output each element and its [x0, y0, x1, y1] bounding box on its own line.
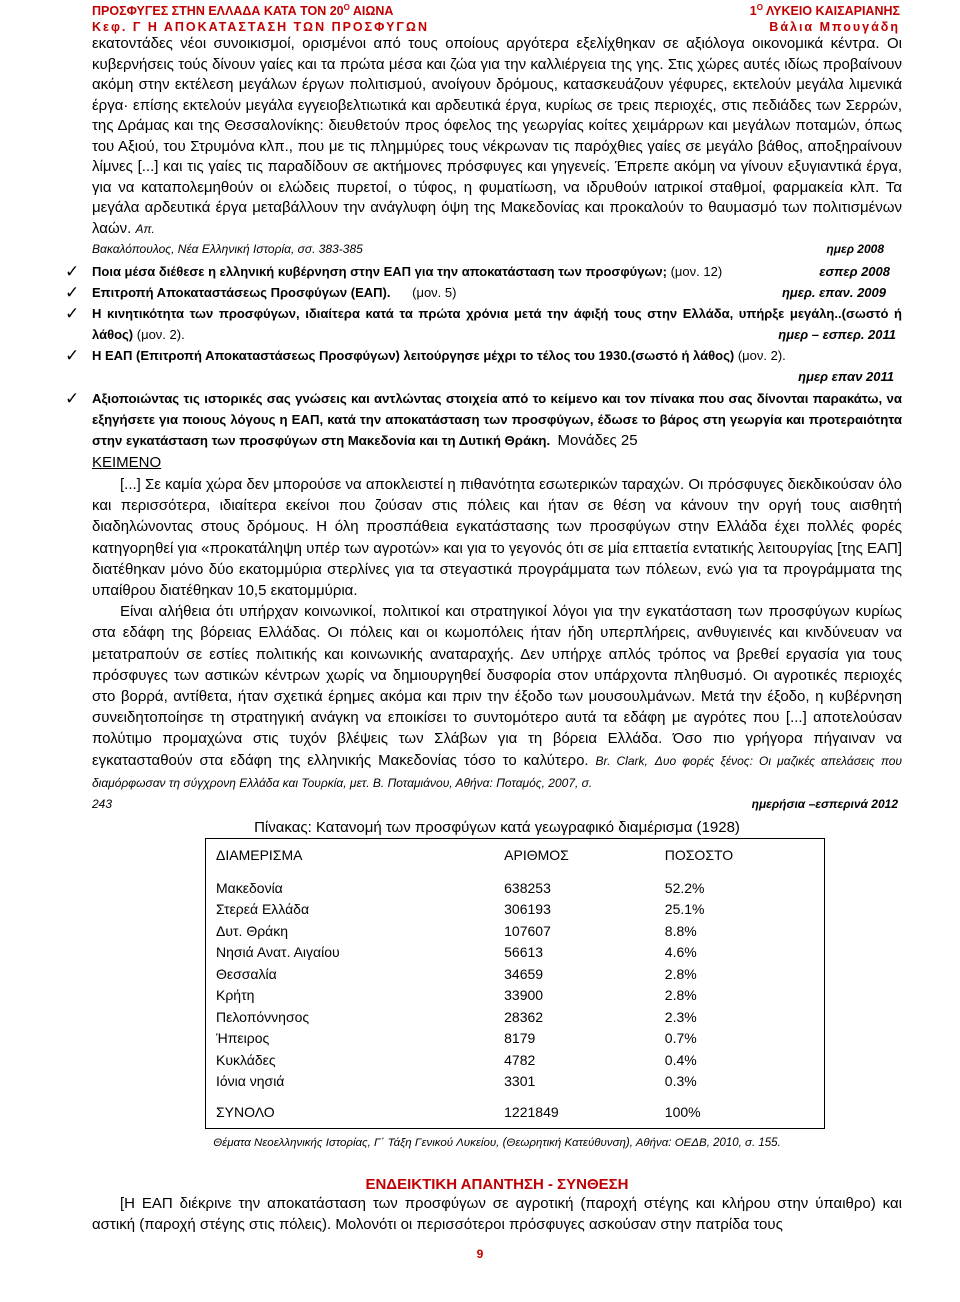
table-cell: Κρήτη — [216, 987, 255, 1004]
table-cell: 0.7% — [664, 1030, 697, 1047]
table-cell: Νησιά Ανατ. Αιγαίου — [216, 944, 340, 961]
table-cell: ΣΥΝΟΛΟ — [216, 1104, 275, 1121]
table-cell: 33900 — [504, 987, 544, 1004]
table-total-row — [206, 1104, 825, 1129]
table-cell: Θεσσαλία — [216, 965, 277, 982]
text-paragraph-2: Είναι αλήθεια ότι υπήρχαν κοινωνικοί, πολιτικοί και στρατηγικοί λόγοι για την εγκατάσταση των προσφύγων κυρίως στα εδάφη της βόρειας Ελλάδας. Οι πόλεις και οι κωμοπόλεις ήταν ήδη υπερπλήρεις, ανθυγιεινές και κινδύνευαν να μετατραπούν σε εστίες πολιτικής και κοινωνικής αναταραχής. Δεν υπήρχε απλός τρόπος να βρεθεί εργασία για τους πρόσφυγες των αστικών κέντρων χωρίς να δημιουργηθεί δυσφορία στον υπάρχοντα πληθυσμό. Οι αγροτικές περιοχές στο βορρά, αντίθετα, ήταν σχετικά έρημες ακόμα και πριν την έξοδο των μουσουλμάνων. Μετά την έξοδο, η κυβέρνηση συνειδητοποίησε τη στρατηγική ανάγκη να εποικίσει το συντομότερο αυτά τα εδάφη με αγρότες που [...] αποτελούσαν πολύτιμο προμαχώνα στις τυχόν βλέψεις των Σλάβων για τη βόρεια Ελλάδα. Όσο πιο γρήγορα πήγαιναν να εγκατασταθούν στα εδάφη της ελληνικής Μακεδονίας τόσο το καλύτερο. Br. Clark, Δυο φορές ξένος: Οι μαζικές απελάσεις που διαμόρφωσαν τη σύγχρονη Ελλάδα και Τουρκία, μετ. Β. Ποταμιάνου, Αθήνα: Ποταμός, 2007, σ. — [92, 603, 902, 790]
table-cell: 1221849 — [504, 1104, 559, 1121]
table-row — [206, 920, 825, 942]
table-cell: 34659 — [504, 965, 544, 982]
header-chapter: Κεφ. Γ Η ΑΠΟΚΑΤΑΣΤΑΣΗ ΤΩΝ ΠΡΟΣΦΥΓΩΝ — [92, 20, 429, 34]
checkmark-icon: ✓ — [65, 283, 80, 302]
table-cell: 52.2% — [664, 879, 705, 896]
table-row — [206, 1028, 825, 1050]
table-row — [206, 1071, 825, 1093]
question-2: ✓ Επιτροπή Αποκαταστάσεως Προσφύγων (ΕΑΠ). (μον. 5) ημερ. επαν. 2009 — [65, 283, 886, 302]
table-row — [206, 1049, 825, 1071]
table-cell: 2.3% — [664, 1008, 697, 1025]
intro-source: Βακαλόπουλος, Νέα Ελληνική Ιστορία, σσ. 383-385 ημερ 2008 — [92, 242, 884, 256]
table-caption: Πίνακας: Κατανομή των προσφύγων κατά γεωγραφικό διαμέρισμα (1928) — [254, 819, 740, 837]
text-source-footer: 243 ημερήσια –εσπερινά 2012 — [92, 797, 898, 812]
table-cell: Μακεδονία — [216, 879, 283, 896]
page-header — [92, 3, 900, 35]
page-number: 9 — [476, 1247, 484, 1261]
question-1: ✓ Ποια μέσα διέθεσε η ελληνική κυβέρνηση στην ΕΑΠ για την αποκατάσταση των προσφύγων; (μον. 12) εσπερ 2008 — [65, 262, 890, 281]
question-4: ✓ Η ΕΑΠ (Επιτροπή Αποκαταστάσεως Προσφύγων) λειτούργησε μέχρι το τέλος του 1930.(σωστό ή λάθος) (μον. 2). ημερ επαν 2011 — [65, 346, 894, 384]
checkmark-icon: ✓ — [65, 346, 80, 365]
table-cell: Κυκλάδες — [216, 1051, 276, 1068]
answer-title: ΕΝΔΕΙΚΤΙΚΗ ΑΠΑΝΤΗΣΗ - ΣΥΝΘΕΣΗ — [365, 1176, 629, 1194]
table-cell: 4.6% — [664, 944, 697, 961]
table-cell: 306193 — [504, 901, 551, 918]
table-cell: 638253 — [504, 879, 551, 896]
table-header-row — [206, 839, 825, 872]
page-content — [65, 34, 902, 1235]
header-cell: ΔΙΑΜΕΡΙΣΜΑ — [216, 847, 303, 864]
question-3: ✓ Η κινητικότητα των προσφύγων, ιδιαίτερα κατά τα πρώτα χρόνια μετά την άφιξή τους στην Ελλάδα, υπήρξε μεγάλη..(σωστό ή λάθος) (μον. 2). ημερ – εσπερ. 2011 — [65, 304, 902, 342]
table-cell: 2.8% — [664, 965, 697, 982]
table-cell: 0.3% — [664, 1073, 697, 1090]
text-paragraph-1: [...] Σε καμία χώρα δεν μπορούσε να αποκλειστεί η πιθανότητα εσωτερικών ταραχών. Οι πρόσφυγες διεκδικούσαν όλο και περισσότερα, ιδιαίτερα εκείνοι που ζούσαν στις πόλεις και ήταν σε θέση να κάνουν την οργή τους αισθητή διαδηλώνοντας στους δρόμους. Η όλη προσπάθεια εγκατάστασης των προσφύγων στην Ελλάδα έχει πολλές φορές κατηγορηθεί για «προκατάληψη υπέρ των αγροτών» και για το γεγονός ότι σε μία επταετία εντατικής λειτουργίας [της ΕΑΠ] διατέθηκαν μόνο δύο εκατομμύρια στερλίνες για τα στεγαστικά προγράμματα των πόλεων, ενώ για τα προγράμματα της υπαίθρου διατέθηκαν 10,5 εκατομμύρια. — [92, 476, 902, 600]
table-cell: 107607 — [504, 922, 551, 939]
table-cell: 56613 — [504, 944, 544, 961]
table-cell: 8179 — [504, 1030, 536, 1047]
table-cell: 2.8% — [664, 987, 697, 1004]
checkmark-icon: ✓ — [65, 304, 80, 323]
table-row — [206, 877, 825, 899]
text-label: ΚΕΙΜΕΝΟ — [92, 454, 162, 471]
table-cell: 0.4% — [664, 1051, 697, 1068]
header-cell: ΠΟΣΟΣΤΟ — [664, 847, 734, 864]
table-row — [206, 899, 825, 921]
table-cell: 3301 — [504, 1073, 536, 1090]
table-row — [206, 942, 825, 964]
table-row — [206, 963, 825, 985]
table-cell: 8.8% — [664, 922, 697, 939]
intro-paragraph: εκατοντάδες νέοι συνοικισμοί, ορισμένοι από τους οποίους αργότερα εξελίχθηκαν σε αξιόλογα οικονομικά κέντρα. Οι κυβερνήσεις τούς δίνουν γαίες και τα πρώτα μέσα και ζώα για την καλλιέργεια της γης. Στις χώρες αυτές ιδίως προβαίνουν ακόμη στην εκτέλεση μεγάλων έργων πολιτισμού, ανοίγουν δρόμους, κατασκευάζουν γέφυρες, εκτελούν μεγάλα λιμενικά έργα· επίσης εκτελούν μεγάλα εγγειοβελτιωτικά και αρδευτικά έργα, κυρίως σε τρεις περιοχές, στις πεδιάδες των Σερρών, της Δράμας και της Θεσσαλονίκης: διευθετούν προς όφελος της γεωργίας κοίτες χειμάρρων και μεγάλων ποταμών, όπως του Αξιού, του Στρυμόνα κλπ., που με τις πλημμύρες τους νέκρωναν τις παρόχθιες γαίες σε μεγάλο βάθος, αποξηραίνουν λίμνες [...] και τις γαίες τις παραδίδουν σε ακτήμονες πρόσφυγες και γηγενείς. Έπρεπε ακόμη να γίνουν εξυγιαντικά έργα, για να καταπολεμηθούν οι ελώδεις πυρετοί, ο τύφος, η φυματίωση, να ιδρυθούν ιατρικοί σταθμοί, φαρμακεία κλπ. Τα μεγάλα αρδευτικά έργα μεταβάλλουν την ανάγλυφη όψη της Μακεδονίας και προκαλούν το θαυμασμό των πολιτισμένων λαών. Απ. — [92, 35, 902, 237]
table-cell: 100% — [664, 1104, 701, 1121]
table-row — [206, 1006, 825, 1028]
table-cell: Ήπειρος — [216, 1030, 270, 1047]
table-cell: Πελοπόννησος — [216, 1008, 310, 1025]
header-author: Βάλια Μπουγάδη — [769, 20, 900, 34]
table-cell: Στερεά Ελλάδα — [216, 901, 310, 918]
table-cell: Ιόνια νησιά — [216, 1073, 285, 1090]
table-cell: 28362 — [504, 1008, 544, 1025]
table-row — [206, 985, 825, 1007]
question-5: ✓ Αξιοποιώντας τις ιστορικές σας γνώσεις και αντλώντας στοιχεία από το κείμενο και τον πίνακα που σας δίνονται παρακάτω, να εξηγήσετε για ποιους λόγους η ΕΑΠ, κατά την αποκατάσταση των προσφύγων, έδωσε το βάρος στη γεωργία και προτεραιότητα στην εγκατάσταση των προσφύγων στη Μακεδονία και τη Δυτική Θράκη. Μονάδες 25 — [65, 389, 902, 449]
table-cell: Δυτ. Θράκη — [216, 922, 289, 939]
header-cell: ΑΡΙΘΜΟΣ — [504, 847, 569, 864]
checkmark-icon: ✓ — [65, 389, 80, 408]
checkmark-icon: ✓ — [65, 262, 80, 281]
table-cell: 25.1% — [664, 901, 705, 918]
table-cell: 4782 — [504, 1051, 536, 1068]
refugee-distribution-table — [205, 838, 825, 1129]
header-school: $1^O$ ΛΥΚΕΙΟ ΚΑΙΣΑΡΙΑΝΗΣ — [749, 2, 900, 18]
answer-text: [Η ΕΑΠ διέκρινε την αποκατάσταση των προσφύγων σε αγροτική (παροχή στέγης και κλήρου στην ύπαιθρο) και αστική (παροχή στέγης στις πόλεις). Μολονότι οι περισσότεροι πρόσφυγες ασκούσαν στην πατρίδα τους — [92, 1195, 902, 1234]
table-source: Θέματα Νεοελληνικής Ιστορίας, Γ΄ Τάξη Γενικού Λυκείου, (Θεωρητική Κατεύθυνση), Αθήνα: ΟΕΔΒ, 2010, σ. 155. — [213, 1137, 781, 1150]
header-course-title: ΠΡΟΣΦΥΓΕΣ ΣΤΗΝ ΕΛΛΑΔΑ ΚΑΤΑ ΤΟΝ $20^O$ ΑΙΩΝΑ — [92, 2, 394, 18]
